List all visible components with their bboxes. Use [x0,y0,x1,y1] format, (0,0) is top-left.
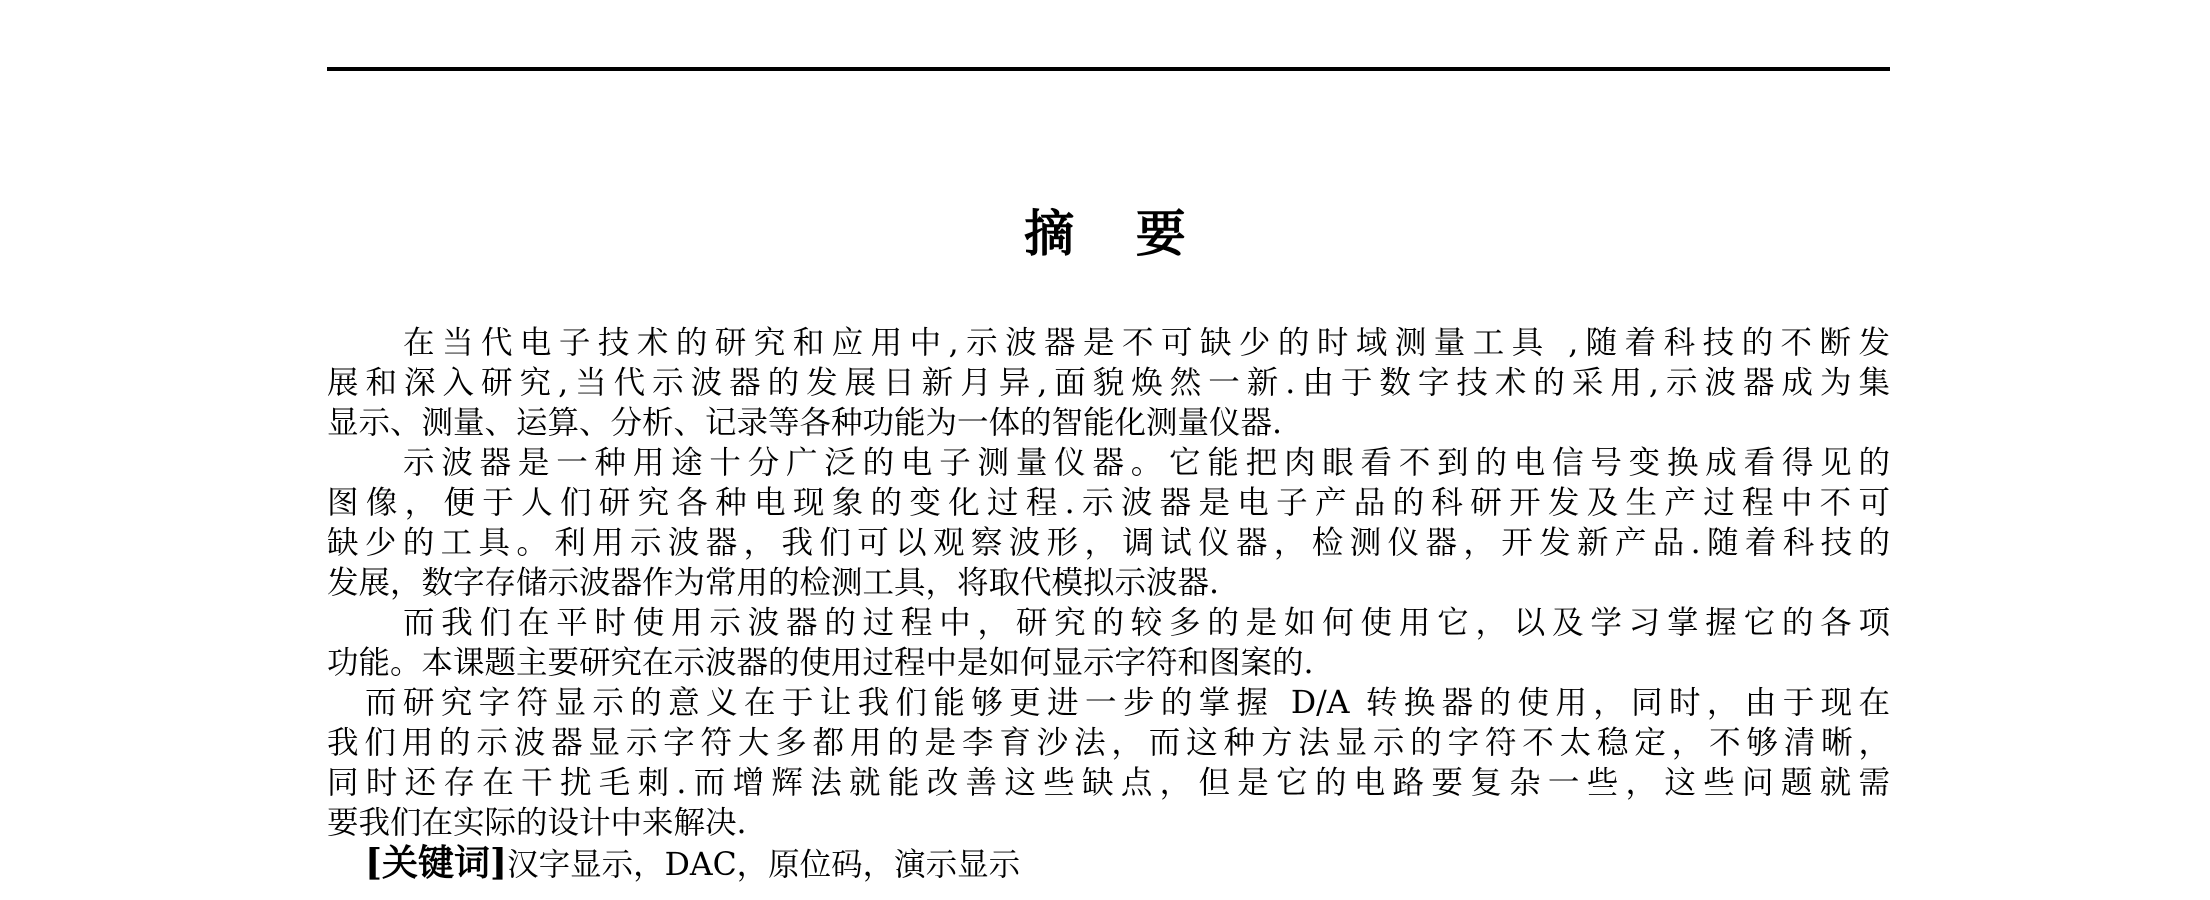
abstract-line: 缺少的工具。利用示波器，我们可以观察波形，调试仪器，检测仪器，开发新产品.随着科技的 [327,525,1890,561]
abstract-line: 而我们在平时使用示波器的过程中，研究的较多的是如何使用它，以及学习掌握它的各项 [403,605,1890,641]
abstract-line: 我们用的示波器显示字符大多都用的是李育沙法，而这种方法显示的字符不太稳定，不够清晰， [327,725,1890,761]
abstract-body [327,323,1890,883]
keywords-line [327,843,1890,883]
abstract-line: 展和深入研究,当代示波器的发展日新月异,面貌焕然一新.由于数字技术的采用,示波器成为集 [327,365,1890,401]
header-rule [327,67,1890,71]
abstract-line: 示波器是一种用途十分广泛的电子测量仪器。它能把肉眼看不到的电信号变换成看得见的 [403,445,1890,481]
keywords-text: 汉字显示，DAC，原位码，演示显示 [507,847,1021,883]
abstract-line: 图像，便于人们研究各种电现象的变化过程.示波器是电子产品的科研开发及生产过程中不可 [327,485,1890,521]
abstract-line: 要我们在实际的设计中来解决. [327,805,747,841]
abstract-line: 在当代电子技术的研究和应用中,示波器是不可缺少的时域测量工具 ,随着科技的不断发 [403,325,1890,361]
abstract-line: 显示、测量、运算、分析、记录等各种功能为一体的智能化测量仪器. [327,405,1283,441]
abstract-line: 发展，数字存储示波器作为常用的检测工具，将取代模拟示波器. [327,565,1220,601]
page-title: 摘 要 [1024,204,1208,263]
abstract-line: 功能。本课题主要研究在示波器的使用过程中是如何显示字符和图案的. [327,645,1314,681]
abstract-line: 而研究字符显示的意义在于让我们能够更进一步的掌握 D/A 转换器的使用，同时，由于现在 [365,685,1890,721]
keywords-label: [关键词] [365,843,508,883]
abstract-line: 同时还存在干扰毛刺.而增辉法就能改善这些缺点，但是它的电路要复杂一些，这些问题就需 [327,765,1890,801]
